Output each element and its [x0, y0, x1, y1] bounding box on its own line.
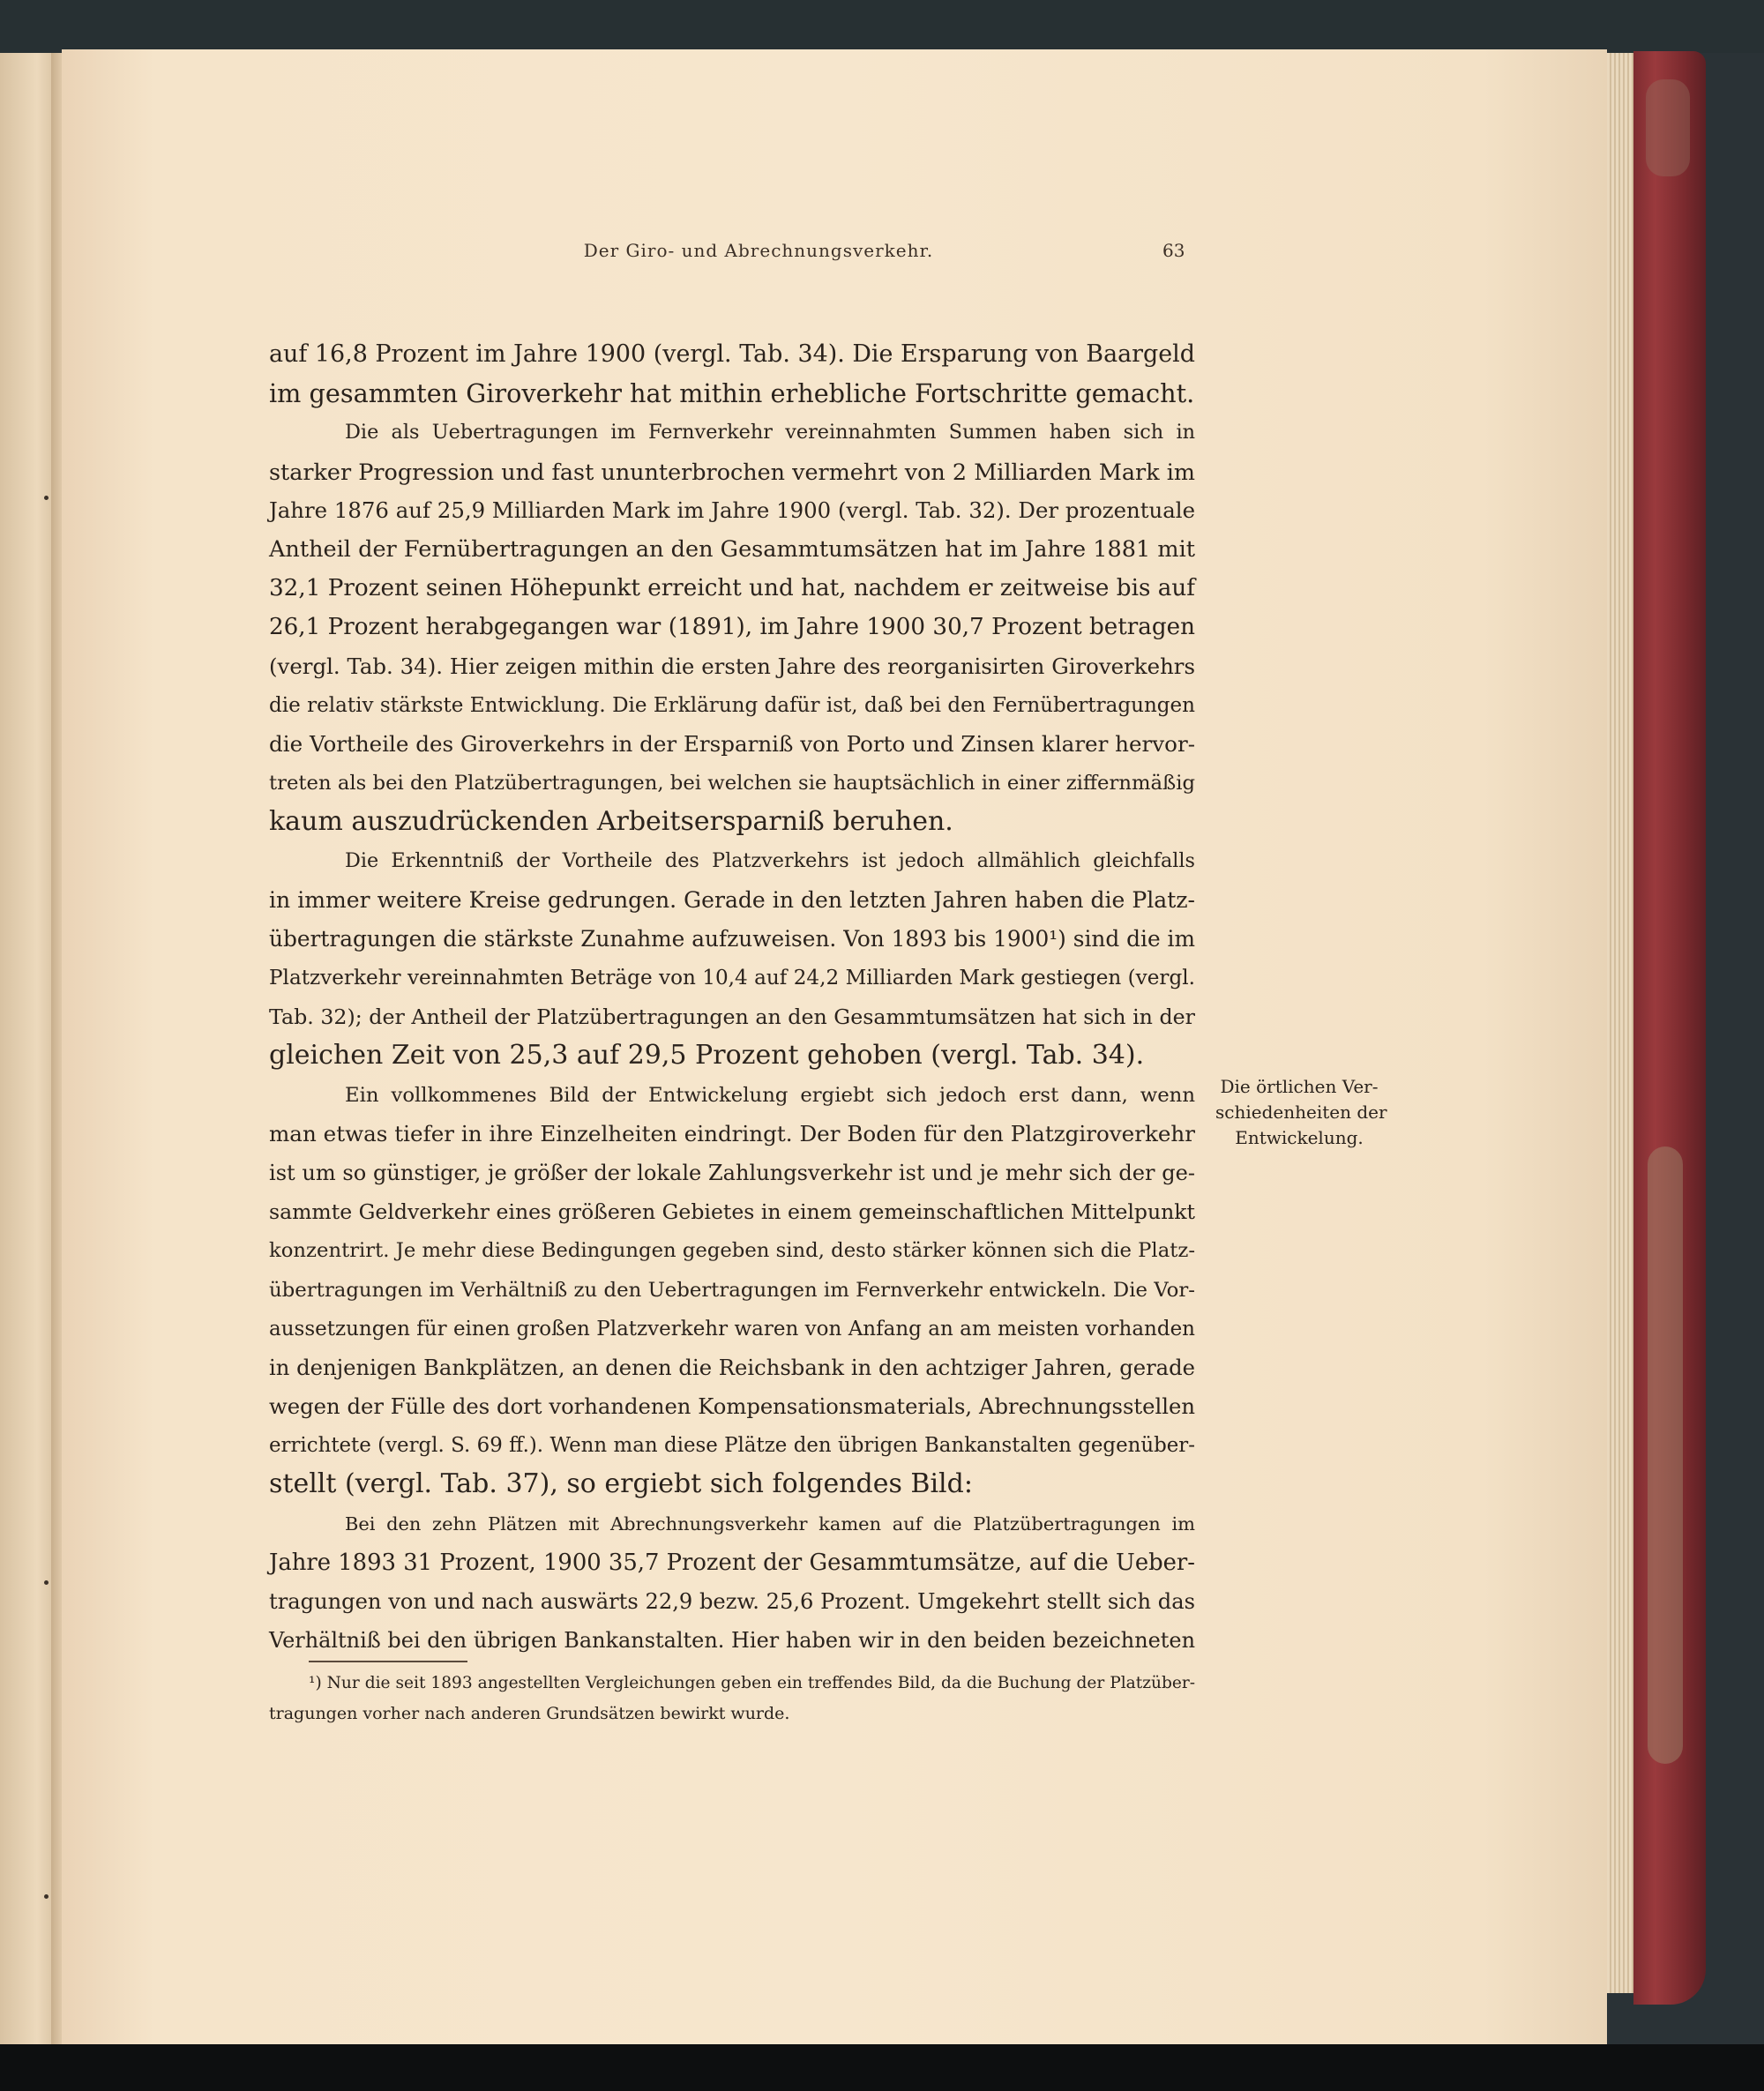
- page-stack-edge: [1607, 53, 1633, 1993]
- text-line: in immer weitere Kreise gedrungen. Gerade in den letzten Jahren haben die Platz-: [269, 886, 1195, 913]
- scan-background: [0, 0, 1764, 53]
- margin-mark: [44, 1894, 49, 1899]
- text-line: Antheil der Fernübertragungen an den Gesammtumsätzen hat im Jahre 1881 mit: [269, 535, 1195, 563]
- text-line: Bei den zehn Plätzen mit Abrechnungsverkehr kamen auf die Platzübertragungen im: [345, 1512, 1195, 1535]
- text-line: die relativ stärkste Entwicklung. Die Erklärung dafür ist, daß bei den Fernübertragungen: [269, 693, 1195, 717]
- text-line: aussetzungen für einen großen Platzverkehr waren von Anfang an am meisten vorhanden: [269, 1317, 1195, 1340]
- text-line: Jahre 1893 31 Prozent, 1900 35,7 Prozent der Gesammtumsätze, auf die Ueber-: [269, 1549, 1195, 1576]
- text-line: übertragungen die stärkste Zunahme aufzuweisen. Von 1893 bis 1900¹) sind die im: [269, 925, 1195, 952]
- text-line: in denjenigen Bankplätzen, an denen die Reichsbank in den achtziger Jahren, gerade: [269, 1354, 1195, 1380]
- text-line: Jahre 1876 auf 25,9 Milliarden Mark im Jahre 1900 (vergl. Tab. 32). Der prozentuale: [269, 497, 1195, 523]
- text-line: übertragungen im Verhältniß zu den Uebertragungen im Fernverkehr entwickeln. Die Vor-: [269, 1278, 1195, 1302]
- text-line: Platzverkehr vereinnahmten Beträge von 10,4 auf 24,2 Milliarden Mark gestiegen (vergl.: [269, 967, 1195, 989]
- text-line: (vergl. Tab. 34). Hier zeigen mithin die ersten Jahre des reorganisirten Giroverkehrs: [269, 653, 1195, 679]
- text-line: konzentrirt. Je mehr diese Bedingungen gegeben sind, desto stärker können sich die Platz-: [269, 1239, 1195, 1263]
- marginal-note-line: schiedenheiten der: [1215, 1102, 1387, 1123]
- footnote: [269, 1669, 1195, 1729]
- margin-mark: [44, 496, 49, 500]
- page-number: 63: [1162, 240, 1185, 261]
- text-line: gleichen Zeit von 25,3 auf 29,5 Prozent gehoben (vergl. Tab. 34).: [269, 1040, 1145, 1072]
- text-line: ist um so günstiger, je größer der lokale Zahlungsverkehr ist und je mehr sich der ge-: [269, 1160, 1195, 1185]
- text-line: stellt (vergl. Tab. 37), so ergiebt sich folgendes Bild:: [269, 1468, 973, 1500]
- cover-wear: [1646, 79, 1690, 176]
- margin-mark: [44, 1580, 49, 1585]
- body-text: [269, 335, 1195, 1660]
- text-line: errichtete (vergl. S. 69 ff.). Wenn man diese Plätze den übrigen Bankanstalten gegenüber-: [269, 1434, 1195, 1458]
- text-line: Die als Uebertragungen im Fernverkehr vereinnahmten Summen haben sich in: [345, 421, 1195, 444]
- footnote-line: tragungen vorher nach anderen Grundsätzen bewirkt wurde.: [269, 1704, 790, 1723]
- text-line: 32,1 Prozent seinen Höhepunkt erreicht und hat, nachdem er zeitweise bis auf: [269, 575, 1195, 602]
- text-line: auf 16,8 Prozent im Jahre 1900 (vergl. Tab. 34). Die Ersparung von Baargeld: [269, 340, 1195, 368]
- text-line: treten als bei den Platzübertragungen, bei welchen sie hauptsächlich in einer ziffernmäßig: [269, 772, 1195, 795]
- footnote-line: ¹) Nur die seit 1893 angestellten Vergleichungen geben ein treffendes Bild, da die Buchung der Platzüber-: [309, 1674, 1195, 1692]
- text-line: kaum auszudrückenden Arbeitsersparniß beruhen.: [269, 806, 953, 838]
- text-line: tragungen von und nach auswärts 22,9 bezw. 25,6 Prozent. Umgekehrt stellt sich das: [269, 1589, 1195, 1614]
- marginal-note: [1215, 1074, 1387, 1151]
- marginal-note-line: Die örtlichen Ver-: [1220, 1076, 1379, 1097]
- text-line: Verhältniß bei den übrigen Bankanstalten. Hier haben wir in den beiden bezeichneten: [269, 1628, 1195, 1654]
- text-line: 26,1 Prozent herabgegangen war (1891), im Jahre 1900 30,7 Prozent betragen: [269, 614, 1195, 641]
- text-line: starker Progression und fast ununterbrochen vermehrt von 2 Milliarden Mark im: [269, 458, 1195, 485]
- text-line: wegen der Fülle des dort vorhandenen Kompensationsmaterials, Abrechnungsstellen: [269, 1393, 1195, 1420]
- marginal-note-line: Entwickelung.: [1235, 1127, 1364, 1148]
- text-line: die Vortheile des Giroverkehrs in der Ersparniß von Porto und Zinsen klarer hervor-: [269, 730, 1195, 757]
- cover-wear: [1648, 1146, 1683, 1764]
- text-line: sammte Geldverkehr eines größeren Gebietes in einem gemeinschaftlichen Mittelpunkt: [269, 1199, 1195, 1225]
- text-line: man etwas tiefer in ihre Einzelheiten eindringt. Der Boden für den Platzgiroverkehr: [269, 1120, 1195, 1146]
- text-line: Die Erkenntniß der Vortheile des Platzverkehrs ist jedoch allmählich gleichfalls: [345, 849, 1195, 873]
- scan-background-bottom: [0, 2044, 1764, 2091]
- running-head: Der Giro- und Abrechnungsverkehr.: [583, 240, 934, 261]
- text-line: im gesammten Giroverkehr hat mithin erhebliche Fortschritte gemacht.: [269, 378, 1195, 409]
- text-line: Tab. 32); der Antheil der Platzübertragungen an den Gesammtumsätzen hat sich in der: [269, 1004, 1195, 1030]
- footnote-rule: [309, 1661, 467, 1662]
- text-line: Ein vollkommenes Bild der Entwickelung ergiebt sich jedoch erst dann, wenn: [345, 1083, 1195, 1107]
